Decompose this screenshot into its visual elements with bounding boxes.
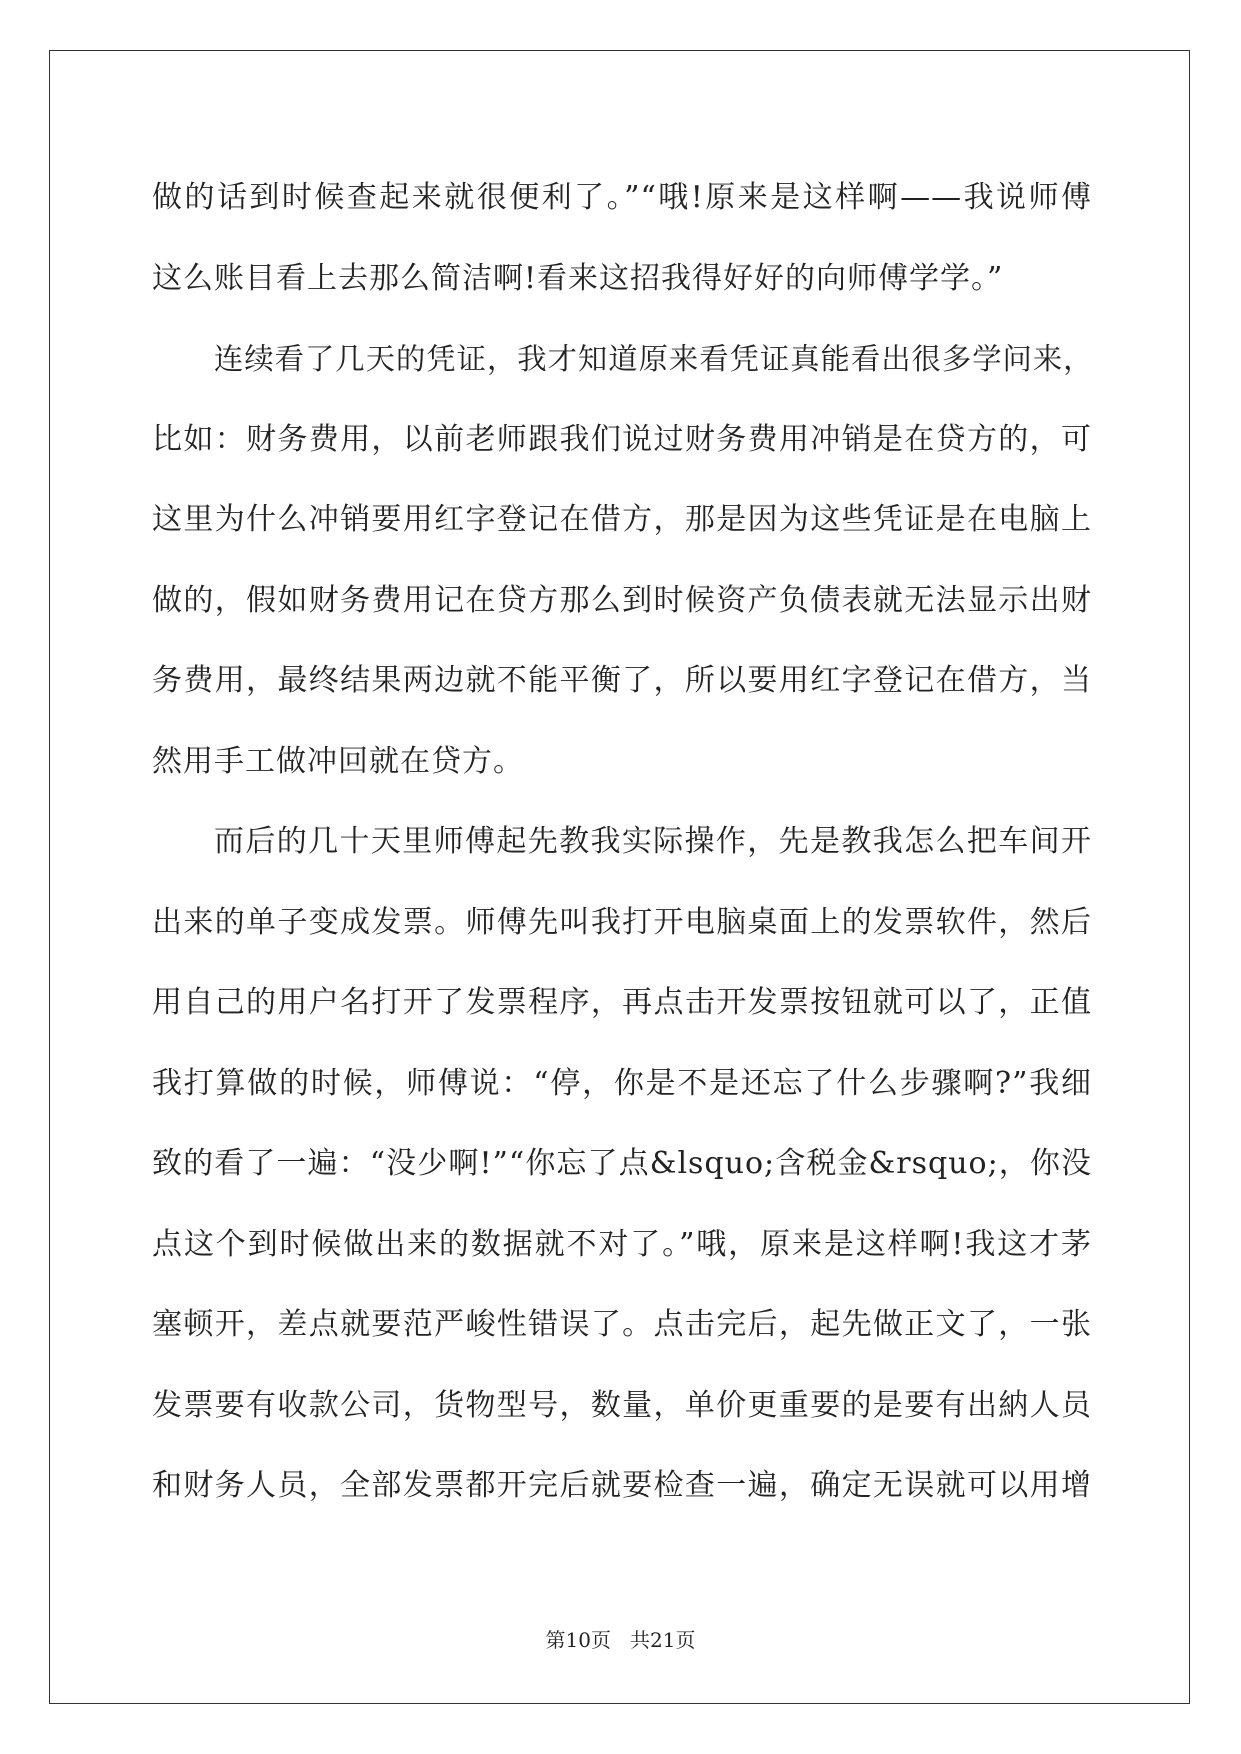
- total-prefix: 共: [630, 1628, 651, 1652]
- text-line: 我打算做的时候，师傅说：“停，你是不是还忘了什么步骤啊?”我细: [152, 1065, 1092, 1101]
- text-line: 比如：财务费用，以前老师跟我们说过财务费用冲销是在贷方的，可: [152, 421, 1092, 457]
- text-line: 而后的几十天里师傅起先教我实际操作，先是教我怎么把车间开: [214, 824, 1092, 859]
- text-line: 致的看了一遍：“没少啊!”“你忘了点&lsquo;含税金&rsquo;，你没: [152, 1146, 1092, 1181]
- text-line: 然用手工做冲回就在贷方。: [152, 743, 524, 779]
- page-prefix: 第: [545, 1628, 566, 1652]
- text-line: 和财务人员，全部发票都开完后就要检查一遍，确定无误就可以用增: [152, 1468, 1092, 1503]
- text-line: 出来的单子变成发票。师傅先叫我打开电脑桌面上的发票软件，然后: [152, 904, 1092, 940]
- text-line: 点这个到时候做出来的数据就不对了。”哦，原来是这样啊!我这才茅: [152, 1226, 1092, 1262]
- text-line: 用自己的用户名打开了发票程序，再点击开发票按钮就可以了，正值: [152, 985, 1092, 1020]
- total-pages: 21: [650, 1628, 676, 1652]
- page-footer: [0, 1624, 1241, 1653]
- text-line: 发票要有收款公司，货物型号，数量，单价更重要的是要有出納人员: [152, 1387, 1092, 1423]
- total-suffix: 页: [675, 1628, 696, 1652]
- page-number: 10: [565, 1628, 591, 1652]
- document-body: [152, 158, 1092, 1527]
- paragraph: [152, 802, 1092, 1527]
- text-line: 连续看了几天的凭证，我才知道原来看凭证真能看出很多学问来，: [214, 342, 1094, 376]
- page-suffix: 页: [590, 1628, 611, 1652]
- paragraph: [152, 319, 1092, 802]
- text-line: 这里为什么冲销要用红字登记在借方，那是因为这些凭证是在电脑上: [152, 502, 1092, 537]
- text-line: 做的，假如财务费用记在贷方那么到时候资产负债表就无法显示出财: [152, 582, 1092, 618]
- text-line: 务费用，最终结果两边就不能平衡了，所以要用红字登记在借方，当: [152, 663, 1092, 698]
- text-line: 这么账目看上去那么简洁啊!看来这招我得好好的向师傅学学。”: [152, 260, 1004, 296]
- text-line: 塞顿开，差点就要范严峻性错误了。点击完后，起先做正文了，一张: [152, 1307, 1092, 1342]
- text-line: 做的话到时候查起来就很便利了。”“哦!原来是这样啊——我说师傅: [152, 180, 1092, 215]
- paragraph: [152, 158, 1092, 319]
